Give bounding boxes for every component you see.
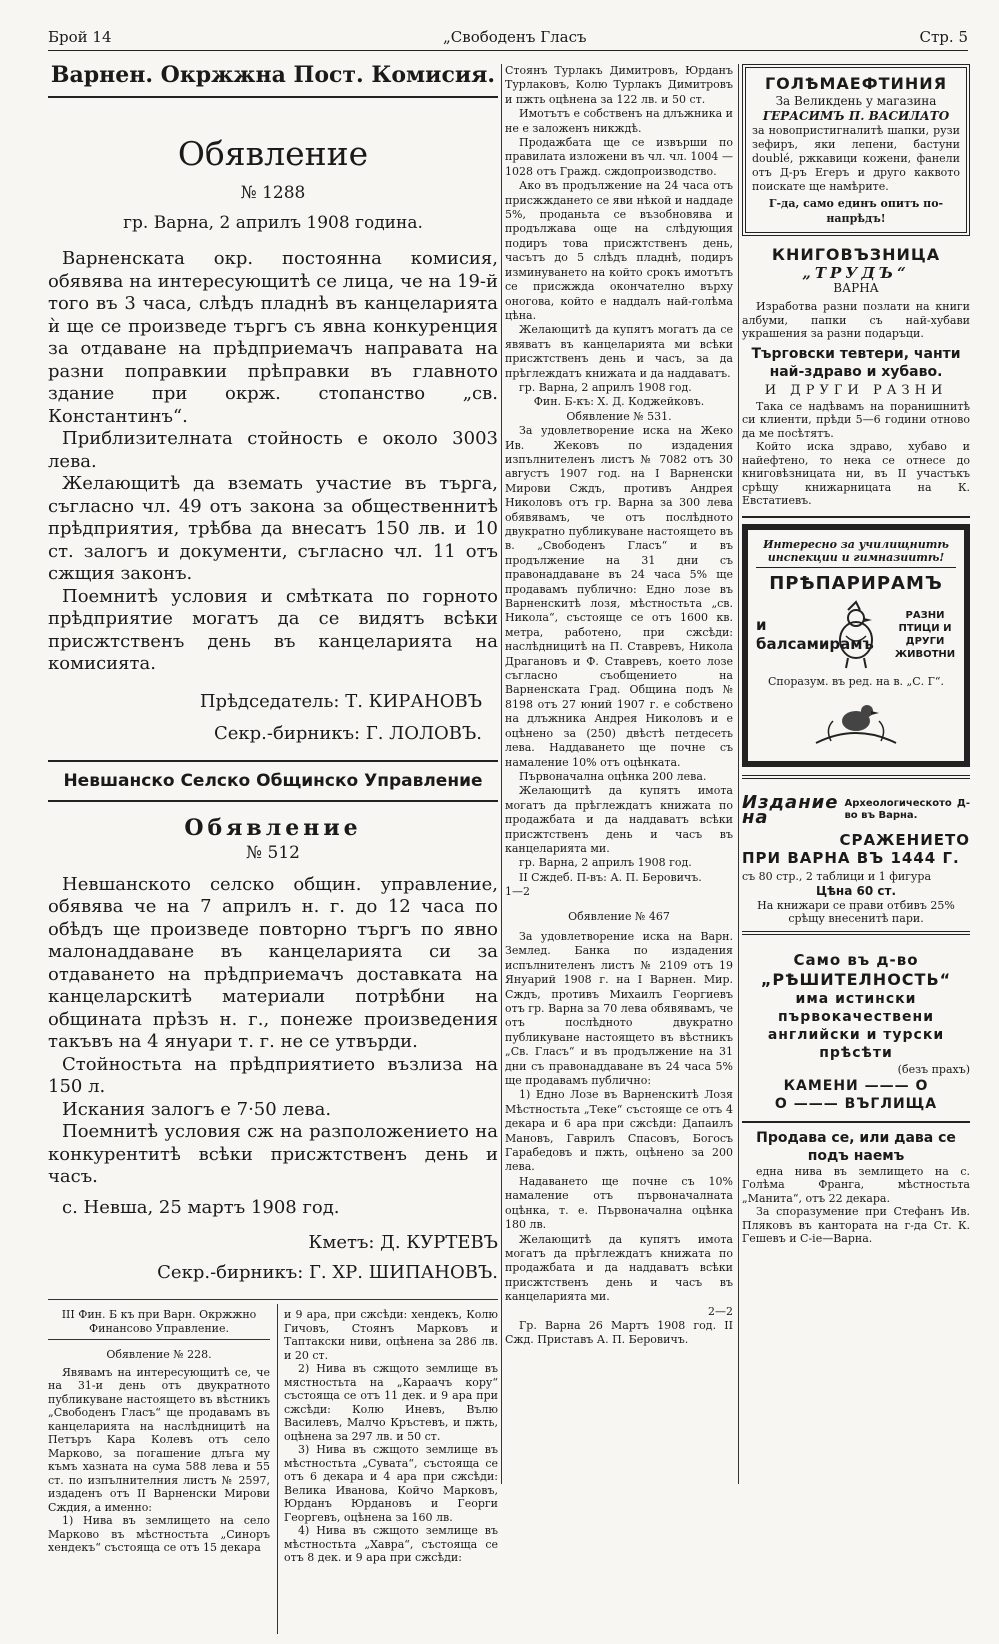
signature-mayor: Кметъ: Д. КУРТЕВЪ [308, 1232, 498, 1253]
ad-text: Изработва разни позлати на книги албуми, папки съ най-хубави украшения за разни подаръци. [742, 300, 970, 340]
divider [742, 1121, 970, 1123]
notice-paragraph: Надаването ще почне съ 10% намаление отъ първоначалната оцѣнка, т. е. Първоначална оцѣнка 180 лв. [505, 1174, 733, 1232]
ad-shop-name: „ТРУДЪ“ [802, 264, 910, 282]
notice-signature: Фин. Б-къ: Х. Д. Коджейковъ. [533, 395, 705, 409]
signature-secretary: Секр.-бирникъ: Г. ЛОЛОВЪ. [213, 722, 482, 744]
notice-title: Обявление [184, 814, 362, 841]
ad-text: Който иска здраво, хубаво и найефтено, то нека се отнесе до книговѣзницата ни, въ II участъкъ срѣщу книжарницата на К. Евстатиевъ. [742, 440, 970, 507]
bird-illustration-icon [826, 600, 886, 670]
notice-paragraph: Продажбата ще се извърши по правилата изложени въ чл. чл. 1004 —1028 отъ Гражд. сждопроизводство. [505, 136, 733, 178]
subnotice-item: 4) Нива въ сжщото землище въ мѣстностьта „Хавра“, състояща се отъ 8 дек. и 9 ара при сжсѣди: [284, 1524, 498, 1564]
ad-right-text: РАЗНИ ПТИЦИ И ДРУГИ ЖИВОТНИ [894, 609, 956, 660]
notice-date: гр. Варна, 2 априлъ 1908 година. [123, 213, 423, 233]
notice-number: Обявление № 467 [568, 909, 670, 923]
notice-paragraph: За удовлетворение иска на Варн. Землед. Банка по издадения испълнителенъ листъ № 2109 отъ 19 Януарий 1908 г. на I Варнен. Мир. Сждъ, противъ Михаилъ Георгиевъ отъ гр. Варна за 70 лева обявявамъ, че отъ послѣдното двукратно публикуване настоящето въ вѣстникъ „Св. Гласъ“ и въ продължение на 31 дни съ правонаддаване въ 24 часа 5% ще продавамъ публично: [505, 929, 733, 1088]
ad-text: съ 80 стр., 2 таблици и 1 фигура [742, 869, 932, 883]
ad-text: една нива въ землището на с. Голѣма Франга, мѣстностьта „Манита“, отъ 22 декара. [742, 1164, 970, 1205]
ad-shop-name: ГЕРАСИМЪ П. ВАСИЛАТО [762, 109, 950, 123]
notice-place-date: с. Невша, 25 мартъ 1908 год. [62, 1196, 340, 1218]
ad-land-rent [742, 1129, 970, 1246]
subnotice-header: III Фин. Б къ при Варн. Окржжно Финансово Управление. [61, 1308, 257, 1335]
divider [742, 516, 970, 518]
signature-chairman: Прѣдседатель: Т. КИРАНОВЪ [199, 690, 482, 712]
divider [48, 96, 498, 98]
column-divider [738, 64, 739, 1484]
notice-paragraph: Стойностьта на прѣдприятието възлиза на 150 л. [48, 1053, 498, 1097]
bird-branch-illustration-icon [811, 693, 901, 753]
ad-other: И ДРУГИ РАЗНИ [764, 382, 948, 398]
ad-bookbinding [742, 244, 970, 508]
ad-title: ПРИ ВАРНА ВЪ 1444 Г. [742, 848, 960, 867]
notice-number: № 512 [246, 842, 300, 863]
column-middle [505, 64, 733, 1348]
subnotice-paragraph: и 9 ара, при сжсѣди: хендекъ, Колю Гичовъ, Стоянъ Марковъ и Таптакски ниви, оцѣнена за 286 лв. и 20 ст. [284, 1308, 498, 1362]
page-number: Стр. 5 [919, 28, 968, 46]
notice-paragraph: Желающитѣ да купятъ имота могатъ да прѣглеждатъ книжата по продажбата и да наддаватъ всѣки присжтственъ день и часъ въ канцеларията ми. [505, 1232, 733, 1304]
ad-heading: Интересно за училищнитѣ инспекции и гимназиитѣ! [756, 538, 956, 568]
notice-paragraph: Желающитѣ да купятъ имота могатъ да прѣглеждатъ книжата по продажбата и да наддаватъ всѣки присжтственъ день и часъ въ канцеларията ми. [505, 784, 733, 855]
column-right [742, 64, 970, 1246]
notice-signature: II Сждеб. П-въ: А. П. Беровичъ. [519, 870, 702, 884]
ad-title: ГОЛѢМАЕФТИНИЯ [764, 74, 948, 93]
notice-number: Обявление № 531. [566, 409, 672, 423]
notice-title: Обявление [177, 134, 369, 173]
ad-publisher: Археологическото Д-во въ Варна. [844, 797, 970, 821]
divider [48, 1299, 498, 1300]
signature-secretary: Секр.-бирникъ: Г. ХР. ШИПАНОВЪ. [157, 1262, 498, 1283]
ornament-divider [742, 931, 970, 945]
ad-line: Само въ д-во [793, 950, 919, 969]
issue-number: Брой 14 [48, 28, 112, 46]
subnotice-number: Обявление № 228. [106, 1348, 212, 1361]
column-divider [277, 1304, 278, 1634]
ad-note: На книжари се прави отбивъ 25% срѣщу внесенитѣ пари. [757, 898, 955, 925]
ad-text: за новопристигналитѣ шапки, рузи зефиръ, яки лепени, бастуни doublé, ржкавици кожени, фанели отъ Д-ръ Егеръ и друго каквото поискате ще намѣрите. [752, 124, 960, 193]
section-title-nevsha: Невшанско Селско Общинско Управление [63, 770, 483, 791]
notice-paragraph: Варненската окр. постоянна комисия, обявява на интересующитѣ се лица, че на 19-й того въ 3 часа, слѣдъ пладнѣ въ канцеларията ѝ ще се произведе търгъ съ явна конкуренция за отдаване на прѣдприемачъ направата на разни поправкии прѣправки въ главното здание при окрж. стопанство „св. Константинъ“. [48, 248, 498, 427]
divider [48, 760, 498, 762]
ad-taxidermy [742, 524, 970, 767]
page-header [48, 28, 968, 51]
ad-archaeological [742, 791, 970, 925]
notice-paragraph: За удовлетворение иска на Жеко Ив. Жековъ по издадения изпълнителенъ листъ № 7082 отъ 30 августъ 1907 год. на I Варненски Мирови Сждъ, противъ Андрея Николовъ отъ гр. Варна за 300 лева обявявамъ, че отъ послѣдното двукратно публикуване настоящето въ в. „Свободенъ Гласъ“ и въ продължение на 31 дни съ правонаддаване въ 24 часа 5% ще продавамъ публично: Едно лозе въ Варненскитѣ лозя, мѣстностьта „св. Никола“, състояще се отъ 1600 кв. метра, работено, при сжсѣди: наслѣдницитѣ на П. Ставревъ, Никола Драгановъ и Ф. Ставревъ, което лозе съгласно съобщението на Варненската Град. Община подъ № 8198 отъ 27 юний 1907 г. е собствено на длъжника Андрея Николовъ и е оцѣнено за (250) двѣстѣ петдесеть лева. Наддаването ще почне съ намаление 10% отъ оцѣнката. [505, 424, 733, 769]
divider [48, 800, 498, 802]
notice-paragraph: Поемнитѣ условия сж на разположението на конкурентитѣ всѣки присжтственъ день и часъ. [48, 1121, 498, 1187]
divider [48, 1339, 270, 1340]
ad-line: КАМЕНИ ——— О [783, 1077, 929, 1094]
ornament-divider [742, 775, 970, 789]
ad-line: има истински първокачествени английски и турски прѣсѣти [767, 990, 945, 1061]
ad-text: Така се надѣвамъ на поранишнитѣ си клиенти, прѣди 5—6 години отново да ме посѣтятъ. [742, 399, 970, 440]
notice-paragraph: 1) Едно Лозе въ Варненскитѣ Лозя Мѣстностьта „Теке“ състояще се отъ 4 декара и 6 ара при сжсѣди: Дапаилъ Мановъ, Гаврилъ Спасовъ, Богосъ Гарабедовъ и пжть, оцѣнено за 200 лева. [505, 1088, 733, 1174]
section-title-varna-commission: Варнен. Окржжна Пост. Комисия. [50, 62, 496, 88]
column-divider [501, 64, 502, 1484]
ad-left-text: и балсамирамъ [756, 615, 874, 653]
notice-paragraph: Имотътъ е собственъ на длъжника и не е заложенъ никждѣ. [505, 107, 733, 135]
ad-title: СРАЖЕНИЕТО [839, 830, 970, 849]
ad-price: Цѣна 60 ст. [815, 883, 897, 898]
ad-slogan: Г-да, само единъ опитъ по-напрѣдъ! [768, 197, 944, 225]
ad-line: О ——— ВЪГЛИЩА [774, 1095, 938, 1112]
ad-footer: Споразум. въ ред. на в. „С. Г“. [767, 674, 945, 688]
notice-date: гр. Варна, 2 априлъ 1908 год. [519, 856, 692, 870]
subnotice-item: 2) Нива въ сжщото землище въ мястностьта на „Караачъ кору“ състояща се отъ 11 дек. и 9 ара при сжсѣди: Колю Иневъ, Вълю Василевъ, Малчо Кръстевъ, и пжть, оцѣнена за 297 лв. и 50 ст. [284, 1362, 498, 1443]
ad-title: Продава се, или дава се подъ наемъ [756, 1129, 956, 1164]
notice-count: 2—2 [708, 1304, 733, 1318]
ad-line: „РѢШИТЕЛНОСТЬ“ [760, 969, 952, 989]
ad-reshitelnost [742, 951, 970, 1113]
notice-date: гр. Варна, 2 априлъ 1908 год. [519, 380, 692, 394]
ad-title: ПРѢПАРИРАМЪ [769, 572, 943, 594]
ad-note: (безъ прахъ) [897, 1062, 970, 1076]
ad-subtitle: За Великдень у магазина [775, 94, 937, 108]
notice-paragraph: Гр. Варна 26 Мартъ 1908 год. II Сжд. Приставъ А. П. Беровичъ. [505, 1318, 733, 1347]
subnotice-paragraph: Явявамъ на интересующитѣ се, че на 31-и день отъ двукратното публикуване настоящето въ вѣстникъ „Свободенъ Гласъ“ ще продавамъ въ канцеларията на наслѣдницитѣ на Петъръ Кара Колевъ отъ село Марково, за погашение длъга му къмъ хазната на сума 588 лева и 55 ст. по изпълнителния листъ № 2597, издаденъ отъ II Варненски Мирови Сждия, а именно: [48, 1365, 270, 1514]
newspaper-name: „Свободенъ Гласъ [443, 28, 587, 46]
notice-paragraph: Първоначална оцѣнка 200 лева. [519, 769, 707, 783]
notice-paragraph: Искания залогъ е 7·50 лева. [62, 1098, 332, 1120]
subnotice-item: 3) Нива въ сжщото землище въ мѣстностьта „Сувата“, състояща се отъ 6 декара и 4 ара при сжсѣди: Велика Иванова, Койчо Марковъ, Юрданъ Юрдановъ и Георги Георгевъ, оцѣнена за 160 лв. [284, 1443, 498, 1524]
notice-paragraph: Поемнитѣ условия и смѣтката по горното прѣдприятие могатъ да се видятъ всѣки присжтственъ день въ канцеларията на комисията. [48, 585, 498, 674]
ad-title: КНИГОВЪЗНИЦА [771, 245, 941, 264]
ad-city: ВАРНА [833, 281, 879, 295]
notice-paragraph: Ако въ продължение на 24 часа отъ присжждането се яви нѣкой и наддаде 5%, проданьта се възобновява и продължава още на слѣдующия подиръ това присжтственъ день, часътъ до 5 слѣдъ пладнѣ, подиръ изминуването на който срокъ имотътъ се присжжда окончателно върху оногова, който е наддалъ най-голѣма цѣна. [505, 179, 734, 322]
ad-text: За споразумение при Стефанъ Ив. Пляковъ въ кантората на г-да Ст. К. Гешевъ и С-ie—Варна. [742, 1205, 970, 1245]
ad-golemaeftinia [742, 64, 970, 236]
notice-paragraph: Невшанското селско общин. управление, обявява че на 7 априлъ н. г. до 12 часа по обѣдъ ще произведе повторно търгъ по явно малонаддаване въ канцеларията си за отдаването на прѣдприемачъ доставката на канцеларскитѣ материали потрѣбни на общината прѣзъ н. г., понеже произведения такъвъ на 4 януари т. г. не се утвърди. [48, 873, 498, 1052]
notice-count: 1—2 [505, 885, 530, 899]
notice-paragraph: Приблизителната стойность е около 3003 лева. [48, 428, 498, 472]
bottom-subcolumns [48, 1304, 498, 1644]
subnotice-item: 1) Нива въ землището на село Марково въ мѣстностьта „Синоръ хендекъ“ състояща се отъ 15 декара [48, 1514, 270, 1554]
ad-pre: Издание на [742, 791, 839, 828]
ad-highlight: Търговски тевтери, чанти най-здраво и хубаво. [751, 345, 961, 380]
notice-paragraph: Желающитѣ да вземать участие въ търга, съгласно чл. 49 отъ закона за общественнитѣ прѣдприятия, трѣбва да внесатъ 150 лв. и 10 ст. залогъ и документи, съгласно чл. 11 отъ сжщия законъ. [48, 473, 498, 584]
notice-paragraph: Желающитѣ да купятъ могатъ да се явяватъ въ канцеларията ми всѣки присжтственъ день и часъ, за да прѣглеждатъ книжата и да наддаватъ. [505, 323, 733, 380]
column-left [48, 60, 498, 1644]
notice-number: № 1288 [240, 183, 306, 203]
notice-paragraph: Стоянъ Турлакъ Димитровъ, Юрданъ Турлаковъ, Колю Турлакъ Димитровъ и пжть оцѣнена за 122 лв. и 50 ст. [505, 64, 733, 106]
